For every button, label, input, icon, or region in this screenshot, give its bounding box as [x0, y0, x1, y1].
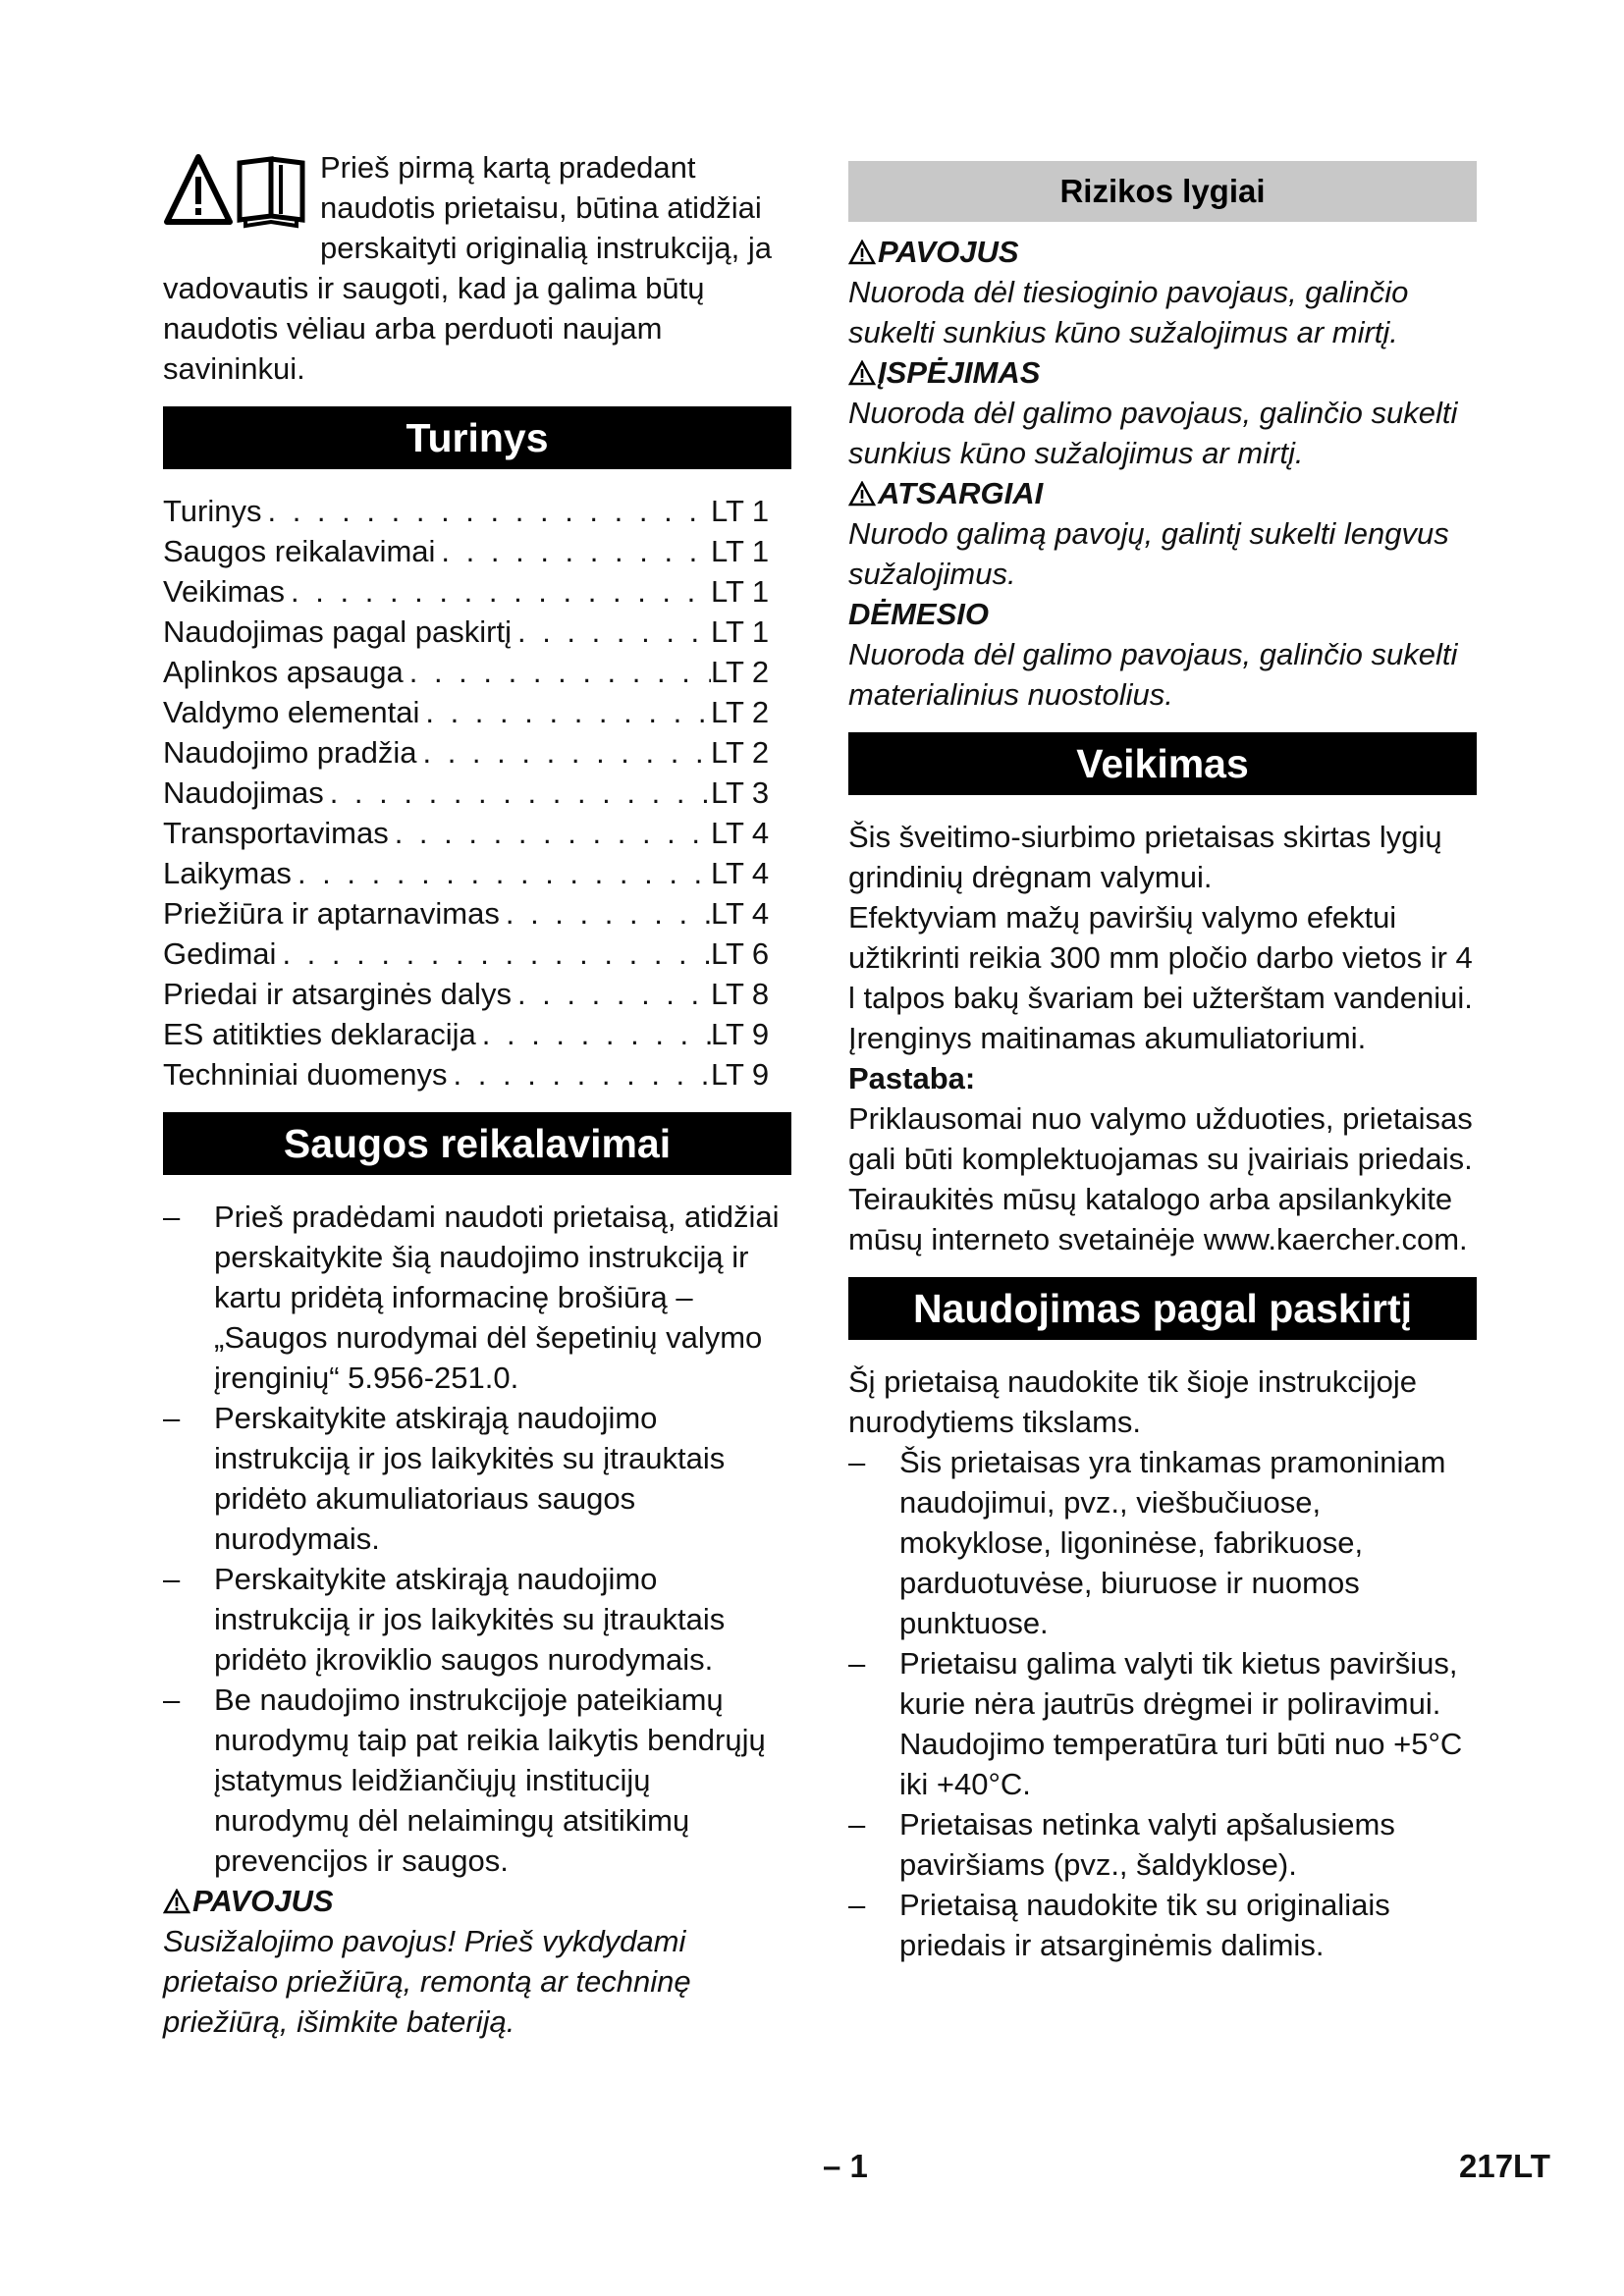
toc-entry[interactable]: Turinys . . . LT 1	[163, 491, 791, 531]
page-code: 217LT	[1459, 2148, 1550, 2184]
function-paragraph: Teiraukitės mūsų katalogo arba apsilankykite mūsų interneto svetainėje www.kaercher.com.	[848, 1182, 1468, 1256]
toc-entry[interactable]: Priežiūra ir aptarnavimas . . . LT 4	[163, 893, 791, 934]
intended-use-heading: Naudojimas pagal paskirtį	[848, 1277, 1477, 1340]
toc-entry[interactable]: Naudojimas . . . LT 3	[163, 773, 791, 813]
function-paragraph: Priklausomai nuo valymo užduoties, prietaisas gali būti komplektuojamas su įvairiais priedais.	[848, 1101, 1473, 1176]
list-item: – Prietaisą naudokite tik su originaliais priedais ir atsarginėmis dalimis.	[848, 1888, 1390, 1962]
risk-text-warning: Nuoroda dėl galimo pavojaus, galinčio sukelti sunkius kūno sužalojimus ar mirtį.	[848, 396, 1458, 470]
notice-label: DĖMESIO	[848, 597, 989, 631]
warning-triangle-icon	[848, 481, 876, 507]
toc-heading: Turinys	[163, 406, 791, 469]
left-column	[163, 147, 791, 2042]
risk-text-caution: Nurodo galimą pavojų, galintį sukelti lengvus sužalojimus.	[848, 516, 1449, 591]
list-item-extra: Naudojimo temperatūra turi būti nuo +5°C iki +40°C.	[899, 1727, 1463, 1801]
toc-entry[interactable]: Techniniai duomenys . . . LT 9	[163, 1054, 791, 1095]
risk-text-danger: Nuoroda dėl tiesioginio pavojaus, galinčio sukelti sunkius kūno sužalojimus ar mirtį.	[848, 275, 1409, 349]
function-heading: Veikimas	[848, 732, 1477, 795]
notice-text: Nuoroda dėl galimo pavojaus, galinčio sukelti materialinius nuostolius.	[848, 637, 1458, 712]
toc-entry[interactable]: Priedai ir atsarginės dalys . . . LT 8	[163, 974, 791, 1014]
list-item: – Prieš pradėdami naudoti prietaisą, atidžiai perskaitykite šią naudojimo instrukciją ir kartu pridėtą informacinę brošiūrą – „Saugos nurodymai dėl šepetinių valymo įrenginių“ 5.956-251.0.	[163, 1200, 780, 1395]
risk-label-warning: ĮSPĖJIMAS	[848, 352, 1477, 393]
toc-entry[interactable]: Transportavimas . . . LT 4	[163, 813, 791, 853]
list-item: – Perskaitykite atskirąją naudojimo instrukciją ir jos laikykitės su įtrauktais pridėto akumuliatoriaus saugos nurodymais.	[163, 1401, 726, 1556]
note-label: Pastaba:	[848, 1061, 976, 1095]
danger-label: PAVOJUS	[163, 1881, 791, 1921]
risk-label-caution: ATSARGIAI	[848, 473, 1477, 513]
risk-levels-heading: Rizikos lygiai	[848, 161, 1477, 222]
right-column	[848, 147, 1477, 1965]
warning-triangle-icon	[848, 240, 876, 265]
table-of-contents	[163, 491, 791, 1095]
intro-block	[163, 147, 791, 389]
toc-entry[interactable]: Veikimas . . . LT 1	[163, 571, 791, 612]
intended-use-paragraph: Šį prietaisą naudokite tik šioje instrukcijoje nurodytiems tikslams.	[848, 1364, 1417, 1439]
list-item: – Prietaisu galima valyti tik kietus paviršius, kurie nėra jautrūs drėgmei ir poliravimui. Naudojimo temperatūra turi būti nuo +5°C iki +40°C.	[848, 1643, 1477, 1804]
list-item: – Šis prietaisas yra tinkamas pramoniniam naudojimui, pvz., viešbučiuose, mokyklose, ligoninėse, fabrikuose, parduotuvėse, biuruose ir nuomos punktuose.	[848, 1445, 1446, 1640]
list-item: – Prietaisas netinka valyti apšalusiems paviršiams (pvz., šaldyklose).	[848, 1807, 1395, 1882]
intro-text: Prieš pirmą kartą pradedant naudotis prietaisu, būtina atidžiai perskaityti originalią instrukciją, ja vadovautis ir saugoti, kad ja galima būtų naudotis vėliau arba perduoti naujam savininkui.	[163, 150, 773, 386]
toc-entry[interactable]: Saugos reikalavimai . . . LT 1	[163, 531, 791, 571]
toc-entry[interactable]: ES atitikties deklaracija . . . LT 9	[163, 1014, 791, 1054]
list-item: – Perskaitykite atskirąją naudojimo instrukciją ir jos laikykitės su įtrauktais pridėto įkroviklio saugos nurodymais.	[163, 1562, 726, 1677]
toc-entry[interactable]: Naudojimas pagal paskirtį . . . LT 1	[163, 612, 791, 652]
risk-label-danger: PAVOJUS	[848, 232, 1477, 272]
list-item: – Be naudojimo instrukcijoje pateikiamų nurodymų taip pat reikia laikytis bendrųjų įstatymus leidžiančiųjų institucijų nurodymų dėl nelaimingų atsitikimų prevencijos ir saugos.	[163, 1682, 766, 1878]
toc-entry[interactable]: Naudojimo pradžia . . . LT 2	[163, 732, 791, 773]
danger-text: Susižalojimo pavojus! Prieš vykdydami prietaiso priežiūrą, remontą ar techninę priežiūrą, išimkite bateriją.	[163, 1924, 691, 2039]
safety-heading: Saugos reikalavimai	[163, 1112, 791, 1175]
toc-entry[interactable]: Valdymo elementai . . . LT 2	[163, 692, 791, 732]
warning-triangle-icon	[163, 1889, 190, 1914]
intended-use-list	[848, 1442, 1477, 1965]
toc-entry[interactable]: Gedimai . . . LT 6	[163, 934, 791, 974]
warning-read-manual-icon	[163, 151, 310, 230]
warning-triangle-icon	[848, 360, 876, 386]
page-number: – 1	[823, 2148, 868, 2184]
function-paragraph: Efektyviam mažų paviršių valymo efektui užtikrinti reikia 300 mm pločio darbo vietos ir 4 l talpos bakų švariam bei užterštam vandeniui.	[848, 900, 1473, 1015]
toc-entry[interactable]: Aplinkos apsauga . . . LT 2	[163, 652, 791, 692]
safety-list	[163, 1197, 791, 1881]
function-paragraph: Šis šveitimo-siurbimo prietaisas skirtas lygių grindinių drėgnam valymui.	[848, 820, 1442, 894]
function-paragraph: Įrenginys maitinamas akumuliatoriumi.	[848, 1021, 1367, 1055]
toc-entry[interactable]: Laikymas . . . LT 4	[163, 853, 791, 893]
